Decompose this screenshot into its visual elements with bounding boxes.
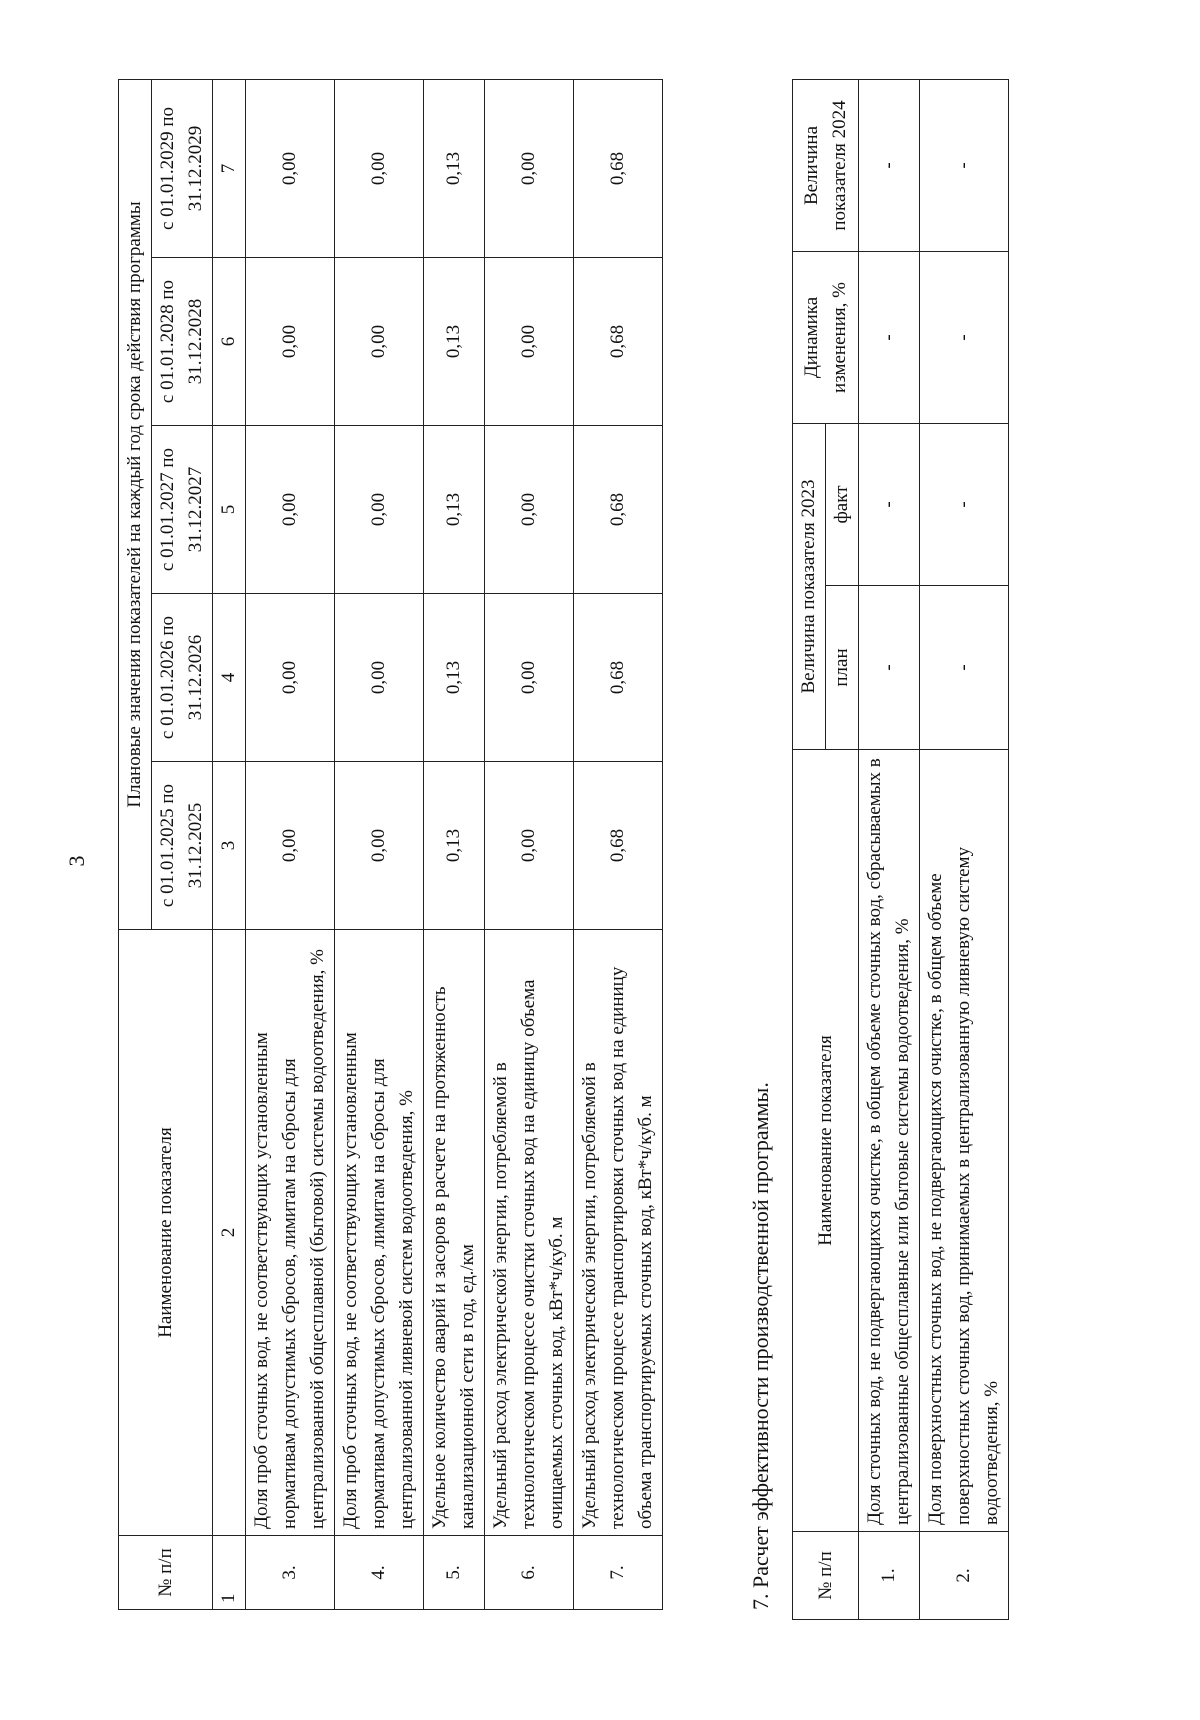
row-value: 0,00: [335, 258, 424, 426]
section-title: 7. Расчет эффективности производственной программы.: [748, 1082, 773, 1610]
row-value-2024: -: [859, 80, 920, 252]
row-value: 0,00: [485, 79, 574, 257]
row-value: 0,13: [424, 762, 485, 930]
rotated-page-content: [100, 60, 1100, 1620]
row-value: 0,13: [424, 79, 485, 257]
row-value: 0,68: [574, 594, 663, 762]
row-plan: -: [920, 586, 1009, 750]
row-value: 0,13: [424, 594, 485, 762]
row-num: 2.: [920, 1532, 1009, 1620]
row-num: 5.: [424, 1536, 485, 1610]
row-value: 0,00: [335, 762, 424, 930]
column-number: 7: [213, 79, 246, 257]
header-period-2026: с 01.01.2026 по 31.12.2026: [152, 594, 213, 762]
row-name: Удельный расход электрической энергии, потребляемой в технологическом процессе транспортировки сточных вод на единицу объема транспортируемых сточных вод, кВт*ч/куб. м: [574, 930, 663, 1536]
eff-header-dynamics: Динамика изменения, %: [793, 252, 859, 424]
row-dynamics: -: [920, 252, 1009, 424]
eff-header-num: № п/п: [793, 1532, 859, 1620]
row-dynamics: -: [859, 252, 920, 424]
row-name: Удельное количество аварий и засоров в расчете на протяженность канализационной сети в год, ед./км: [424, 930, 485, 1536]
row-value: 0,00: [335, 79, 424, 257]
row-num: 1.: [859, 1532, 920, 1620]
row-value: 0,68: [574, 426, 663, 594]
eff-header-fact: факт: [826, 424, 859, 586]
row-fact: -: [920, 424, 1009, 586]
plan-values-table: [118, 79, 663, 1610]
row-plan: -: [859, 586, 920, 750]
header-name: Наименование показателя: [119, 930, 213, 1536]
column-numbers-row: [213, 79, 246, 1609]
row-fact: -: [859, 424, 920, 586]
row-num: 4.: [335, 1536, 424, 1610]
row-value: 0,00: [485, 258, 574, 426]
eff-header-name: Наименование показателя: [793, 750, 859, 1532]
row-name: Доля проб сточных вод, не соответствующих установленным нормативам допустимых сбросов, лимитам на сбросы для централизованной общесплавной (бытовой) системы водоотведения, %: [246, 930, 335, 1536]
column-number: 2: [213, 930, 246, 1536]
row-value: 0,00: [246, 594, 335, 762]
header-period-2028: с 01.01.2028 по 31.12.2028: [152, 258, 213, 426]
row-name: Доля сточных вод, не подвергающихся очистке, в общем объеме сточных вод, сбрасываемых в централизованные общесплавные или бытовые системы водоотведения, %: [859, 750, 920, 1532]
table-row: [485, 79, 574, 1609]
header-num: № п/п: [119, 1536, 213, 1610]
table-row: [424, 79, 485, 1609]
header-period-2025: с 01.01.2025 по 31.12.2025: [152, 762, 213, 930]
row-value: 0,00: [246, 762, 335, 930]
row-name: Доля поверхностных сточных вод, не подвергающихся очистке, в общем объеме поверхностных сточных вод, принимаемых в централизованную ливневую систему водоотведения, %: [920, 750, 1009, 1532]
row-value: 0,00: [246, 79, 335, 257]
row-value: 0,13: [424, 258, 485, 426]
table-row: [574, 79, 663, 1609]
table-row: [859, 80, 920, 1620]
row-num: 3.: [246, 1536, 335, 1610]
row-value: 0,00: [485, 426, 574, 594]
row-num: 6.: [485, 1536, 574, 1610]
table-row: [246, 79, 335, 1609]
row-num: 7.: [574, 1536, 663, 1610]
header-period-2029: с 01.01.2029 по 31.12.2029: [152, 79, 213, 257]
header-plan-values: Плановые значения показателей на каждый год срока действия программы: [119, 79, 152, 929]
eff-header-value-2023: Величина показателя 2023: [793, 424, 826, 750]
row-value-2024: -: [920, 80, 1009, 252]
column-number: 1: [213, 1536, 246, 1610]
row-value: 0,68: [574, 79, 663, 257]
row-value: 0,13: [424, 426, 485, 594]
row-value: 0,00: [335, 426, 424, 594]
row-name: Доля проб сточных вод, не соответствующих установленным нормативам допустимых сбросов, лимитам на сбросы для централизованной ливневой систем водоотведения, %: [335, 930, 424, 1536]
row-value: 0,00: [246, 258, 335, 426]
column-number: 4: [213, 594, 246, 762]
row-value: 0,00: [485, 594, 574, 762]
header-period-2027: с 01.01.2027 по 31.12.2027: [152, 426, 213, 594]
page-number: 3: [64, 855, 89, 867]
row-value: 0,00: [485, 762, 574, 930]
column-number: 6: [213, 258, 246, 426]
table-row: [335, 79, 424, 1609]
column-number: 3: [213, 762, 246, 930]
table-row: [920, 80, 1009, 1620]
efficiency-table: [792, 79, 1009, 1620]
column-number: 5: [213, 426, 246, 594]
row-name: Удельный расход электрической энергии, потребляемой в технологическом процессе очистки сточных вод на единицу объема очищаемых сточных вод, кВт*ч/куб. м: [485, 930, 574, 1536]
eff-header-plan: план: [826, 586, 859, 750]
row-value: 0,00: [246, 426, 335, 594]
row-value: 0,68: [574, 258, 663, 426]
row-value: 0,68: [574, 762, 663, 930]
eff-header-value-2024: Величина показателя 2024: [793, 80, 859, 252]
row-value: 0,00: [335, 594, 424, 762]
